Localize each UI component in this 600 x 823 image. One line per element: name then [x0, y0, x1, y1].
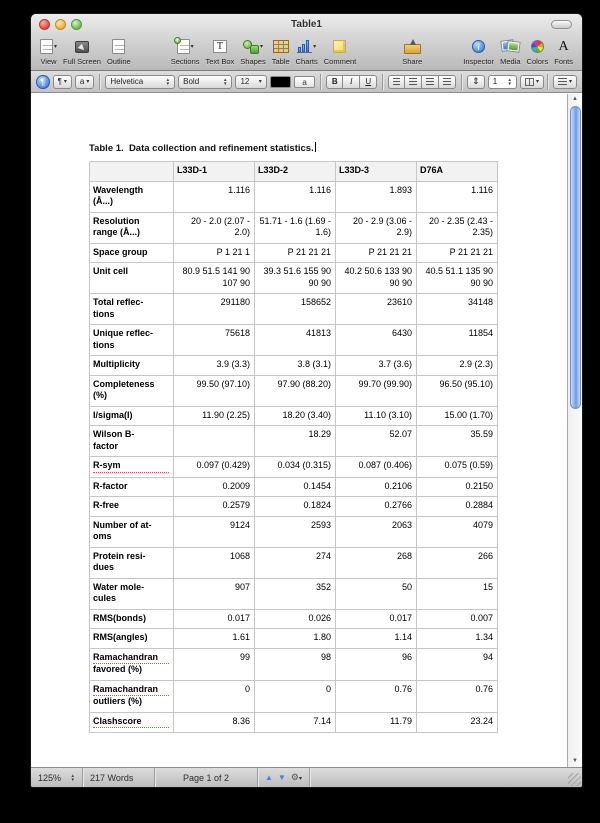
toolbar-item-label: Charts — [295, 57, 318, 66]
scrollbar-thumb[interactable] — [570, 106, 581, 409]
columns-select[interactable] — [520, 75, 544, 89]
zoom-control[interactable] — [31, 768, 83, 787]
toolbar-item-label: Sections — [170, 57, 200, 66]
table-cell[interactable]: P 21 21 21 — [255, 243, 336, 263]
row-label-text: Wilson B- — [93, 429, 135, 439]
table-row — [90, 325, 498, 356]
row-label-text: cules — [93, 593, 117, 603]
table-cell[interactable]: 1068 — [174, 547, 255, 578]
table-cell[interactable]: P 21 21 21 — [417, 243, 498, 263]
table-cell[interactable]: 34148 — [417, 294, 498, 325]
row-label-text: (Å...) — [93, 196, 113, 206]
row-label-text: R-factor — [93, 480, 128, 491]
paragraph-glyph: ¶ — [57, 77, 62, 86]
toolbar-item-shapes[interactable]: ▾ Shapes — [237, 36, 268, 67]
table-cell[interactable]: 23.24 — [417, 712, 498, 733]
table-cell[interactable]: 2.9 (2.3) — [417, 356, 498, 376]
columns-icon — [525, 78, 534, 86]
row-label-text: tions — [93, 308, 115, 319]
column-header[interactable]: L33D-1 — [174, 162, 255, 182]
zoom-button[interactable] — [71, 19, 82, 30]
table-cell[interactable]: 1.116 — [255, 181, 336, 212]
underline-button[interactable]: U — [360, 75, 377, 89]
table-cell[interactable]: 1.61 — [174, 629, 255, 649]
row-label-cell[interactable] — [90, 457, 174, 478]
toolbar-item-label: Colors — [526, 57, 549, 66]
table-cell[interactable]: 1.116 — [174, 181, 255, 212]
align-center-button[interactable] — [405, 75, 422, 89]
table-cell[interactable]: 3.9 (3.3) — [174, 356, 255, 376]
row-label-text: Unique reflec- — [93, 328, 154, 338]
table-cell[interactable]: 0 — [174, 680, 255, 712]
typeface-select[interactable] — [178, 75, 232, 89]
text-color-well[interactable] — [270, 76, 291, 88]
table-cell[interactable]: 51.71 - 1.6 (1.69 - 1.6) — [255, 212, 336, 243]
row-label-text: RMS(bonds) — [93, 612, 146, 623]
table-row — [90, 457, 498, 478]
stepper-icon: ▲ ▼ — [70, 772, 75, 782]
table-cell[interactable]: 52.07 — [336, 426, 417, 457]
row-label-cell[interactable] — [90, 356, 174, 376]
table-cell[interactable]: 0 — [255, 680, 336, 712]
page-navigation — [258, 768, 310, 787]
next-page-button[interactable]: ▼ — [277, 772, 286, 782]
table-cell[interactable]: 41813 — [255, 325, 336, 356]
toolbar-toggle-button[interactable] — [551, 20, 572, 29]
window-chrome — [31, 14, 582, 71]
column-header[interactable]: D76A — [417, 162, 498, 182]
table-cell[interactable]: 158652 — [255, 294, 336, 325]
table-cell[interactable]: 40.2 50.6 133 90 90 90 — [336, 263, 417, 294]
row-label-text: Unit cell — [93, 266, 129, 276]
table-cell[interactable]: 11.79 — [336, 712, 417, 733]
table-cell[interactable]: 0.2106 — [336, 477, 417, 497]
toolbar-item-label: Share — [402, 57, 423, 66]
table-cell[interactable]: 268 — [336, 547, 417, 578]
table-cell[interactable]: 0.76 — [417, 680, 498, 712]
row-label-text: Clashscore — [93, 716, 169, 729]
row-label-cell[interactable] — [90, 648, 174, 680]
table-cell[interactable]: 99.50 (97.10) — [174, 375, 255, 406]
align-right-button[interactable] — [422, 75, 439, 89]
paragraph-style-select[interactable] — [53, 75, 72, 89]
row-label-text: I/sigma(I) — [93, 409, 133, 420]
stepper-icon: ▲ ▼ — [165, 76, 171, 86]
row-label-cell[interactable] — [90, 609, 174, 629]
full-screen-icon — [75, 41, 89, 53]
table-cell[interactable]: 266 — [417, 547, 498, 578]
table-cell[interactable]: 18.20 (3.40) — [255, 406, 336, 426]
table-cell[interactable]: 96 — [336, 648, 417, 680]
highlight-color-well[interactable]: a — [294, 76, 315, 88]
font-family-value: Helvetica — [110, 77, 144, 86]
table-row — [90, 648, 498, 680]
table-cell[interactable]: P 1 21 1 — [174, 243, 255, 263]
typeface-value: Bold — [183, 77, 200, 86]
table-cell[interactable]: 98 — [255, 648, 336, 680]
table-row — [90, 609, 498, 629]
charts-icon — [297, 40, 312, 53]
document-canvas[interactable] — [31, 94, 582, 767]
toolbar-item-label: Full Screen — [63, 57, 101, 66]
row-label-cell[interactable] — [90, 181, 174, 212]
table-cell[interactable]: 1.893 — [336, 181, 417, 212]
align-justify-icon — [443, 78, 451, 85]
row-label-text: dues — [93, 562, 115, 572]
row-label-text: R-free — [93, 500, 120, 510]
table-cell[interactable]: P 21 21 21 — [336, 243, 417, 263]
row-label-text: Ramachandran — [93, 684, 169, 697]
vertical-scrollbar[interactable] — [567, 94, 582, 767]
row-label-text: Wavelength — [93, 184, 144, 195]
table-cell[interactable]: 0.1454 — [255, 477, 336, 497]
media-icon — [502, 40, 519, 54]
table-row — [90, 356, 498, 376]
row-label-text: Water mole- — [93, 581, 145, 592]
align-right-icon — [426, 78, 434, 85]
row-label-cell[interactable] — [90, 426, 174, 457]
status-bar — [31, 767, 582, 787]
bold-button[interactable]: B — [326, 75, 343, 89]
toolbar-item-table[interactable] — [269, 36, 293, 67]
char-style-glyph: a — [79, 77, 85, 86]
table-cell[interactable]: 94 — [417, 648, 498, 680]
table-row — [90, 406, 498, 426]
stepper-icon: ▲ ▼ — [223, 76, 228, 86]
table-cell[interactable]: 96.50 (95.10) — [417, 375, 498, 406]
toolbar-item-charts[interactable]: ▾ Charts — [293, 36, 321, 67]
table-cell[interactable]: 20 - 2.9 (3.06 - 2.9) — [336, 212, 417, 243]
table-cell[interactable]: 2593 — [255, 516, 336, 547]
toolbar-item-full-screen[interactable] — [60, 36, 104, 67]
table-row — [90, 426, 498, 457]
table-row — [90, 578, 498, 609]
row-label-text: range (Å...) — [93, 227, 141, 237]
toolbar-item-text-box[interactable] — [203, 36, 238, 67]
toolbar-item-label: Inspector — [463, 57, 495, 66]
column-header[interactable] — [90, 162, 174, 182]
table-cell[interactable]: 15 — [417, 578, 498, 609]
table-cell[interactable]: 6430 — [336, 325, 417, 356]
align-left-button[interactable] — [388, 75, 405, 89]
table-cell[interactable]: 40.5 51.1 135 90 90 90 — [417, 263, 498, 294]
table-cell[interactable]: 11.90 (2.25) — [174, 406, 255, 426]
row-label-text: factor — [93, 440, 119, 451]
toolbar-item-comment[interactable] — [321, 36, 360, 67]
table-cell[interactable]: 20 - 2.0 (2.07 - 2.0) — [174, 212, 255, 243]
table-cell[interactable]: 20 - 2.35 (2.43 - 2.35) — [417, 212, 498, 243]
toolbar-item-share[interactable] — [399, 36, 425, 67]
toolbar-item-media[interactable] — [497, 36, 523, 67]
row-label-text: tions — [93, 339, 115, 350]
word-count-value: 217 Words — [90, 772, 134, 783]
toolbar-item-view[interactable]: ▾ View — [37, 36, 60, 67]
title-bar[interactable] — [31, 14, 582, 35]
table-cell[interactable]: 7.14 — [255, 712, 336, 733]
table-cell[interactable] — [174, 426, 255, 457]
table-cell[interactable]: 0.1824 — [255, 497, 336, 517]
row-label-cell[interactable] — [90, 497, 174, 517]
table-cell[interactable]: 80.9 51.5 141 90 107 90 — [174, 263, 255, 294]
table-cell[interactable]: 0.075 (0.59) — [417, 457, 498, 478]
table-caption-text: Table 1. Data collection and refinement statistics. — [89, 143, 314, 154]
table-row — [90, 497, 498, 517]
divider — [461, 74, 462, 90]
colors-icon — [531, 40, 544, 53]
table-row — [90, 294, 498, 325]
row-label-text: Resolution — [93, 215, 140, 226]
list-style-select[interactable] — [553, 75, 577, 89]
align-left-icon — [393, 78, 400, 85]
row-label-text: R-sym — [93, 460, 169, 473]
character-style-select[interactable] — [75, 75, 94, 89]
row-label-cell[interactable] — [90, 712, 174, 733]
page-indicator — [155, 768, 258, 787]
row-label-text: Ramachandran — [93, 652, 169, 665]
table-cell[interactable]: 11854 — [417, 325, 498, 356]
row-label-text: Protein resi- — [93, 550, 146, 561]
table-cell[interactable]: 352 — [255, 578, 336, 609]
row-label-cell[interactable] — [90, 516, 174, 547]
toolbar-item-outline[interactable] — [104, 36, 134, 67]
fonts-icon: A — [558, 38, 569, 54]
minimize-button[interactable] — [55, 19, 66, 30]
table-cell[interactable]: 99.70 (99.90) — [336, 375, 417, 406]
table-cell[interactable]: 4079 — [417, 516, 498, 547]
line-spacing-value: 1 — [492, 77, 498, 86]
row-label-text: RMS(angles) — [93, 632, 148, 642]
table-cell[interactable]: 3.8 (3.1) — [255, 356, 336, 376]
row-label-text: Completeness — [93, 378, 155, 389]
table-cell[interactable]: 291180 — [174, 294, 255, 325]
table-row — [90, 212, 498, 243]
text-box-icon: T — [213, 40, 227, 53]
table-header-row — [90, 162, 498, 182]
row-label-text: Multiplicity — [93, 359, 140, 369]
row-label-cell[interactable] — [90, 263, 174, 294]
row-label-cell[interactable] — [90, 578, 174, 609]
table-caption[interactable] — [89, 142, 499, 154]
table-cell[interactable]: 2063 — [336, 516, 417, 547]
table-cell[interactable]: 1.80 — [255, 629, 336, 649]
table-row — [90, 680, 498, 712]
toolbar-item-label: View — [40, 57, 57, 66]
table-cell[interactable]: 0.087 (0.406) — [336, 457, 417, 478]
table-cell[interactable]: 18.29 — [255, 426, 336, 457]
toolbar-item-label: Outline — [106, 57, 131, 66]
outline-icon — [112, 39, 125, 54]
table-cell[interactable]: 0.2579 — [174, 497, 255, 517]
text-insertion-cursor — [315, 142, 316, 152]
inspector-icon: i — [472, 40, 485, 53]
statistics-table[interactable] — [89, 161, 498, 733]
table-cell[interactable]: 0.026 — [255, 609, 336, 629]
toolbar-item-colors[interactable] — [524, 36, 552, 67]
table-cell[interactable]: 0.76 — [336, 680, 417, 712]
window-resize-grip[interactable] — [568, 773, 581, 786]
share-icon — [404, 40, 421, 54]
row-label-cell[interactable] — [90, 477, 174, 497]
zoom-level-value: 125% — [38, 772, 62, 783]
chevron-down-icon: ▾ — [568, 78, 572, 85]
row-label-cell[interactable] — [90, 406, 174, 426]
comment-icon — [333, 40, 346, 53]
scroll-up-arrow-icon[interactable]: ▲ — [572, 96, 578, 102]
table-cell[interactable]: 0.097 (0.429) — [174, 457, 255, 478]
table-cell[interactable]: 99 — [174, 648, 255, 680]
table-cell[interactable]: 97.90 (88.20) — [255, 375, 336, 406]
table-cell[interactable]: 35.59 — [417, 426, 498, 457]
table-cell[interactable]: 0.2150 — [417, 477, 498, 497]
row-label-cell[interactable] — [90, 680, 174, 712]
table-row — [90, 477, 498, 497]
table-cell[interactable]: 15.00 (1.70) — [417, 406, 498, 426]
chevron-down-icon: ▾ — [86, 78, 90, 85]
toolbar-item-label: Shapes — [240, 57, 266, 66]
table-cell[interactable]: 0.034 (0.315) — [255, 457, 336, 478]
line-spacing-icon: ⇕ — [467, 75, 485, 89]
chevron-down-icon: ▾ — [536, 78, 540, 85]
table-cell[interactable]: 274 — [255, 547, 336, 578]
divider — [99, 74, 100, 90]
row-label-text: oms — [93, 531, 112, 541]
table-row — [90, 181, 498, 212]
row-label-cell[interactable] — [90, 325, 174, 356]
font-size-select[interactable] — [235, 75, 266, 89]
list-icon — [558, 78, 567, 85]
sections-icon: + — [177, 39, 190, 54]
toolbar-item-label: Text Box — [205, 57, 235, 66]
previous-page-button[interactable]: ▲ — [265, 772, 273, 782]
table-row — [90, 547, 498, 578]
table-cell[interactable]: 0.007 — [417, 609, 498, 629]
page-indicator-value: Page 1 of 2 — [182, 772, 230, 783]
table-row — [90, 375, 498, 406]
row-label-text: Space group — [93, 246, 148, 257]
toolbar-item-label: Fonts — [554, 57, 573, 66]
row-label-cell[interactable] — [90, 629, 174, 649]
table-cell[interactable]: 50 — [336, 578, 417, 609]
row-label-text: favored (%) — [93, 664, 143, 674]
toolbar-item-label: Comment — [323, 57, 357, 66]
table-cell[interactable]: 39.3 51.6 155 90 90 90 — [255, 263, 336, 294]
table-row — [90, 263, 498, 294]
toolbar-item-inspector[interactable] — [460, 36, 497, 67]
row-label-text: Number of at- — [93, 519, 152, 530]
row-label-cell[interactable] — [90, 375, 174, 406]
divider — [382, 74, 383, 90]
font-size-value: 12 — [240, 77, 250, 86]
table-cell[interactable]: 1.116 — [417, 181, 498, 212]
scroll-down-arrow-icon[interactable]: ▼ — [572, 758, 578, 764]
table-cell[interactable]: 23610 — [336, 294, 417, 325]
table-row — [90, 629, 498, 649]
table-cell[interactable]: 0.2884 — [417, 497, 498, 517]
window-title: Table1 — [291, 19, 322, 30]
table-icon — [273, 40, 289, 53]
shapes-icon — [243, 40, 259, 54]
line-spacing-stepper[interactable] — [488, 75, 517, 89]
row-label-cell[interactable] — [90, 212, 174, 243]
toolbar — [31, 35, 582, 71]
toolbar-item-fonts[interactable] — [551, 36, 576, 67]
table-cell[interactable]: 0.2009 — [174, 477, 255, 497]
table-cell[interactable]: 907 — [174, 578, 255, 609]
chevron-down-icon: ▾ — [258, 78, 262, 85]
table-row — [90, 516, 498, 547]
divider — [547, 74, 548, 90]
table-cell[interactable]: 11.10 (3.10) — [336, 406, 417, 426]
gear-icon[interactable]: ⚙▾ — [290, 772, 302, 782]
close-button[interactable] — [39, 19, 50, 30]
row-label-text: (%) — [93, 390, 107, 400]
table-row — [90, 712, 498, 733]
table-cell[interactable]: 0.017 — [174, 609, 255, 629]
row-label-text: Total reflec- — [93, 297, 144, 307]
toolbar-item-sections[interactable]: + ▾ Sections — [170, 38, 200, 66]
table-cell[interactable]: 9124 — [174, 516, 255, 547]
table-cell[interactable]: 1.34 — [417, 629, 498, 649]
align-justify-button[interactable] — [439, 75, 456, 89]
table-row — [90, 243, 498, 263]
table-cell[interactable]: 3.7 (3.6) — [336, 356, 417, 376]
italic-button[interactable]: I — [343, 75, 360, 89]
app-window — [30, 13, 583, 788]
row-label-cell[interactable] — [90, 243, 174, 263]
row-label-cell[interactable] — [90, 547, 174, 578]
stepper-icon: ▲ ▼ — [507, 76, 512, 86]
font-family-select[interactable] — [105, 75, 175, 89]
row-label-text: outliers (%) — [93, 696, 143, 706]
paragraph-style-icon[interactable]: ¶ — [36, 75, 50, 89]
divider — [320, 74, 321, 90]
chevron-down-icon: ▾ — [63, 78, 67, 85]
row-label-cell[interactable] — [90, 294, 174, 325]
align-center-icon — [409, 78, 417, 85]
column-header[interactable]: L33D-2 — [255, 162, 336, 182]
view-icon — [40, 39, 53, 54]
table-cell[interactable]: 0.2766 — [336, 497, 417, 517]
table-cell[interactable]: 8.36 — [174, 712, 255, 733]
column-header[interactable]: L33D-3 — [336, 162, 417, 182]
format-bar — [31, 71, 582, 93]
table-cell[interactable]: 1.14 — [336, 629, 417, 649]
table-cell[interactable]: 0.017 — [336, 609, 417, 629]
toolbar-item-label: Media — [500, 57, 521, 66]
word-count — [83, 768, 155, 787]
toolbar-item-label: Table — [271, 57, 290, 66]
table-cell[interactable]: 75618 — [174, 325, 255, 356]
